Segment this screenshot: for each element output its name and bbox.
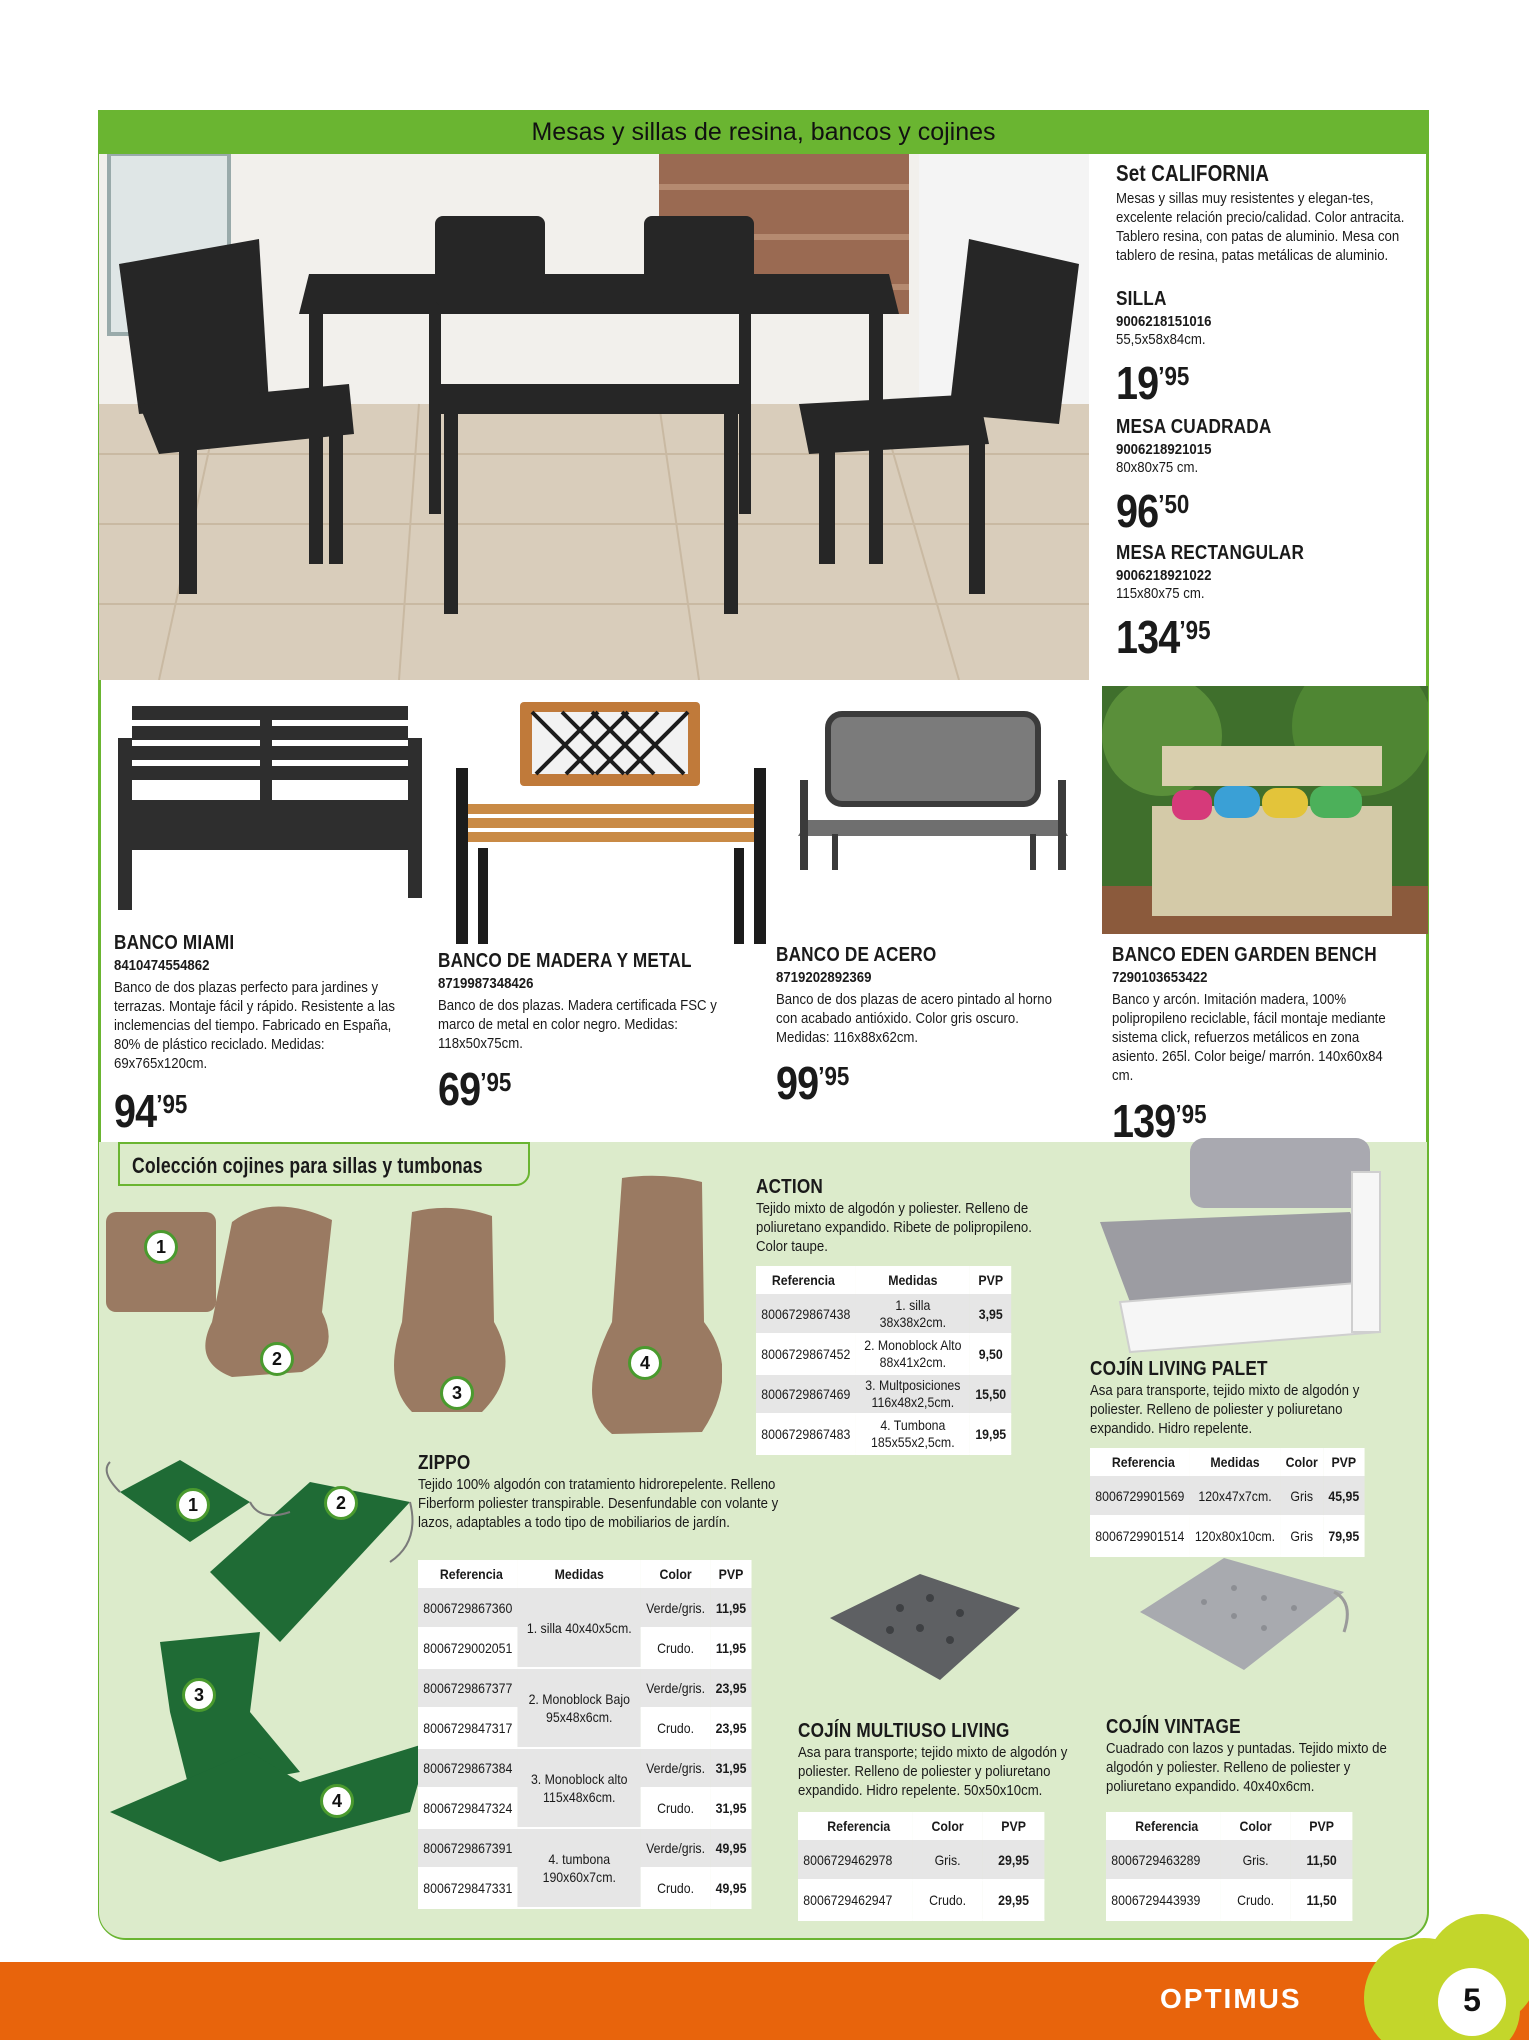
price-integer: 94 (114, 1085, 157, 1137)
col-header-color: Color (641, 1560, 710, 1588)
product-name: COJÍN LIVING PALET (1090, 1358, 1268, 1380)
cell-medidas: 120x47x7cm. (1190, 1476, 1281, 1516)
product-description: Mesas y sillas muy resistentes y elegan-tes, excelente relación precio/calidad. Color antracita. Tablero resina, con patas de aluminio. Mesa con tablero de resina, patas metálicas de aluminio. (1116, 190, 1405, 264)
cell-color: Verde/gris. (641, 1748, 710, 1788)
price (438, 1059, 696, 1115)
cell-ref: 8006729867483 (756, 1414, 856, 1454)
table-row (1090, 1516, 1364, 1556)
badge-4: 4 (628, 1346, 662, 1380)
cushions-section-title: Colección cojines para sillas y tumbonas (132, 1153, 483, 1178)
badge-4: 4 (320, 1784, 354, 1818)
product-mesa-cuadrada (1116, 416, 1416, 537)
multiuso-photo (820, 1568, 1030, 1691)
table-row (1106, 1840, 1352, 1880)
cell-color: Crudo. (1220, 1880, 1290, 1920)
cell-pvp: 11,50 (1291, 1880, 1353, 1920)
product-name: BANCO DE ACERO (776, 944, 937, 966)
cell-pvp: 31,95 (710, 1748, 751, 1788)
price-integer: 139 (1112, 1095, 1176, 1147)
col-header-medidas: Medidas (518, 1560, 641, 1588)
cell-ref: 8006729867384 (418, 1748, 518, 1788)
product-name: MESA CUADRADA (1116, 416, 1272, 438)
product-silla (1116, 288, 1416, 409)
table-row (756, 1414, 1011, 1454)
cell-medidas: 120x80x10cm. (1190, 1516, 1281, 1556)
col-header-pvp: PVP (710, 1560, 751, 1588)
cell-ref: 8006729867360 (418, 1588, 518, 1628)
cell-color: Verde/gris. (641, 1828, 710, 1868)
price (1116, 481, 1374, 537)
cell-pvp: 11,50 (1291, 1840, 1353, 1880)
product-description: Banco de dos plazas. Madera certificada FSC y marco de metal en color negro. Medidas: 118x50x75cm. (438, 997, 717, 1052)
table-row (798, 1880, 1044, 1920)
cell-pvp: 15,50 (970, 1374, 1011, 1414)
col-header-color: Color (912, 1812, 982, 1840)
price-decimals: ’95 (1158, 361, 1190, 391)
col-header-referencia: Referencia (1090, 1448, 1190, 1476)
col-header-referencia: Referencia (798, 1812, 912, 1840)
cell-ref: 8006729443939 (1106, 1880, 1220, 1920)
product-name: Set CALIFORNIA (1116, 160, 1270, 186)
cell-pvp: 9,50 (970, 1334, 1011, 1374)
price-decimals: ’95 (480, 1067, 512, 1097)
table-row (418, 1668, 752, 1708)
price-integer: 19 (1116, 357, 1159, 409)
product-description: Asa para transporte, tejido mixto de algodón y poliester. Relleno de poliester y poliuretano expandido. Hidro repelente. (1090, 1382, 1360, 1437)
cell-pvp: 19,95 (970, 1414, 1011, 1454)
col-header-medidas: Medidas (1190, 1448, 1281, 1476)
product-banco-madera-metal (438, 950, 738, 1115)
product-name: MESA RECTANGULAR (1116, 542, 1305, 564)
price (776, 1053, 1034, 1109)
product-banco-acero (776, 944, 1076, 1109)
cell-pvp: 29,95 (983, 1880, 1045, 1920)
cell-medidas: 4. tumbona 190x60x7cm. (518, 1828, 641, 1908)
living-palet-photo (1090, 1132, 1390, 1361)
section-header (98, 110, 1429, 154)
cell-pvp: 11,95 (710, 1628, 751, 1668)
product-code: 9006218921015 (1116, 441, 1212, 458)
price-integer: 96 (1116, 485, 1159, 537)
cell-pvp: 11,95 (710, 1588, 751, 1628)
cell-color: Gris (1280, 1476, 1323, 1516)
cell-pvp: 31,95 (710, 1788, 751, 1828)
cell-color: Crudo. (912, 1880, 982, 1920)
col-header-color: Color (1280, 1448, 1323, 1476)
table-row (418, 1748, 752, 1788)
cell-medidas: 2. Monoblock Bajo 95x48x6cm. (518, 1668, 641, 1748)
cell-color: Gris. (912, 1840, 982, 1880)
cell-medidas: 3. Monoblock alto 115x48x6cm. (518, 1748, 641, 1828)
cell-color: Verde/gris. (641, 1588, 710, 1628)
cell-medidas: 1. silla 38x38x2cm. (856, 1294, 970, 1334)
col-header-referencia: Referencia (1106, 1812, 1220, 1840)
product-code: 9006218921022 (1116, 567, 1212, 584)
product-code: 7290103653422 (1112, 969, 1208, 986)
table-row (798, 1840, 1044, 1880)
badge-3: 3 (182, 1678, 216, 1712)
cell-ref: 8006729462978 (798, 1840, 912, 1880)
badge-3: 3 (440, 1376, 474, 1410)
cell-color: Gris. (1220, 1840, 1290, 1880)
cell-medidas: 2. Monoblock Alto 88x41x2cm. (856, 1334, 970, 1374)
product-code: 9006218151016 (1116, 313, 1212, 330)
cell-ref: 8006729867377 (418, 1668, 518, 1708)
price-decimals: ’95 (1175, 1099, 1207, 1129)
zippo-info (418, 1452, 798, 1532)
cell-color: Crudo. (641, 1788, 710, 1828)
col-header-medidas: Medidas (856, 1266, 970, 1294)
product-code: 8719987348426 (438, 975, 534, 992)
table-row (756, 1334, 1011, 1374)
cell-ref: 8006729867438 (756, 1294, 856, 1334)
col-header-color: Color (1220, 1812, 1290, 1840)
cell-pvp: 23,95 (710, 1708, 751, 1748)
product-code: 8719202892369 (776, 969, 872, 986)
zippo-table (418, 1560, 797, 1909)
col-header-referencia: Referencia (418, 1560, 518, 1588)
price-integer: 69 (438, 1063, 481, 1115)
cell-ref: 8006729867452 (756, 1334, 856, 1374)
product-size: 80x80x75 cm. (1116, 459, 1199, 476)
california-set-photo (99, 154, 1089, 680)
badge-1: 1 (144, 1230, 178, 1264)
col-header-referencia: Referencia (756, 1266, 856, 1294)
action-info (756, 1176, 1056, 1256)
banco-acero-photo (788, 710, 1078, 875)
product-description: Banco y arcón. Imitación madera, 100% polipropileno reciclable, fácil montaje mediante sistema click, refuerzos metálicos en zona asiento. 265l. Color beige/ marrón. 140x60x84 cm. (1112, 991, 1386, 1084)
product-banco-miami (114, 932, 414, 1137)
badge-2: 2 (324, 1486, 358, 1520)
product-description: Tejido mixto de algodón y poliester. Relleno de poliuretano expandido. Ribete de polipropileno. Color taupe. (756, 1200, 1032, 1255)
product-name: BANCO MIAMI (114, 932, 235, 954)
zippo-cushions-photo (100, 1452, 430, 1877)
product-banco-eden (1112, 944, 1412, 1147)
banco-madera-metal-photo (448, 698, 774, 951)
product-name: COJÍN VINTAGE (1106, 1716, 1241, 1738)
badge-2: 2 (260, 1342, 294, 1376)
table-row (418, 1588, 752, 1628)
cell-medidas: 3. Multposiciones 116x48x2,5cm. (856, 1374, 970, 1414)
cell-ref: 8006729901514 (1090, 1516, 1190, 1556)
cell-ref: 8006729847331 (418, 1868, 518, 1908)
vintage-info (1106, 1716, 1426, 1796)
table-row (1090, 1476, 1364, 1516)
badge-1: 1 (176, 1488, 210, 1522)
action-cushions-photo (102, 1172, 722, 1447)
table-row (418, 1828, 752, 1868)
product-name: BANCO EDEN GARDEN BENCH (1112, 944, 1377, 966)
cell-pvp: 79,95 (1323, 1516, 1364, 1556)
cell-pvp: 49,95 (710, 1868, 751, 1908)
cell-color: Crudo. (641, 1708, 710, 1748)
price-decimals: ’95 (156, 1089, 188, 1119)
living-palet-info (1090, 1358, 1420, 1438)
product-description: Banco de dos plazas de acero pintado al horno con acabado antióxido. Color gris oscuro. Medidas: 116x88x62cm. (776, 991, 1052, 1046)
product-name: ZIPPO (418, 1452, 471, 1474)
table-row (756, 1294, 1011, 1334)
product-mesa-rectangular (1116, 542, 1416, 663)
col-header-pvp: PVP (970, 1266, 1011, 1294)
col-header-pvp: PVP (983, 1812, 1045, 1840)
product-code: 8410474554862 (114, 957, 210, 974)
multiuso-table (798, 1812, 1078, 1921)
cell-color: Verde/gris. (641, 1668, 710, 1708)
banco-miami-photo (112, 700, 428, 915)
table-row (756, 1374, 1011, 1414)
price-integer: 99 (776, 1057, 819, 1109)
cell-medidas: 1. silla 40x40x5cm. (518, 1588, 641, 1668)
product-size: 55,5x58x84cm. (1116, 331, 1206, 348)
col-header-pvp: PVP (1291, 1812, 1353, 1840)
cell-ref: 8006729002051 (418, 1628, 518, 1668)
brand-name: OPTIMUS (1160, 1983, 1302, 2014)
vintage-table (1106, 1812, 1386, 1921)
product-description: Cuadrado con lazos y puntadas. Tejido mixto de algodón y poliester. Relleno de poliester y poliuretano expandido. 40x40x6cm. (1106, 1740, 1387, 1795)
cell-pvp: 23,95 (710, 1668, 751, 1708)
cell-pvp: 3,95 (970, 1294, 1011, 1334)
cell-ref: 8006729901569 (1090, 1476, 1190, 1516)
product-description: Banco de dos plazas perfecto para jardines y terrazas. Montaje fácil y rápido. Resistente a las inclemencias del tiempo. Fabricado en España, 80% de plástico reciclado. Medidas: 69x765x120cm. (114, 979, 396, 1072)
product-description: Asa para transporte; tejido mixto de algodón y poliester. Relleno de poliester y poliuretano expandido. Hidro repelente. 50x50x10cm. (798, 1744, 1068, 1799)
cell-pvp: 49,95 (710, 1828, 751, 1868)
california-info (1116, 160, 1416, 265)
cell-ref: 8006729463289 (1106, 1840, 1220, 1880)
section-title: Mesas y sillas de resina, bancos y cojines (531, 118, 996, 146)
cell-color: Gris (1280, 1516, 1323, 1556)
price-integer: 134 (1116, 611, 1180, 663)
col-header-pvp: PVP (1323, 1448, 1364, 1476)
price-decimals: ’95 (1179, 615, 1211, 645)
cell-ref: 8006729867391 (418, 1828, 518, 1868)
product-size: 115x80x75 cm. (1116, 585, 1205, 602)
cell-ref: 8006729867469 (756, 1374, 856, 1414)
vintage-photo (1134, 1552, 1354, 1687)
product-description: Tejido 100% algodón con tratamiento hidrorepelente. Relleno Fiberform poliester transpirable. Desenfundable con volante y lazos, adaptables a todo tipo de mobiliarios de jardín. (418, 1476, 779, 1531)
living-palet-table (1090, 1448, 1402, 1557)
price (1116, 607, 1374, 663)
cell-pvp: 45,95 (1323, 1476, 1364, 1516)
table-row (1106, 1880, 1352, 1920)
price-decimals: ’50 (1158, 489, 1190, 519)
product-name: BANCO DE MADERA Y METAL (438, 950, 692, 972)
price (114, 1081, 372, 1137)
cell-color: Crudo. (641, 1868, 710, 1908)
product-name: COJÍN MULTIUSO LIVING (798, 1720, 1010, 1742)
product-name: SILLA (1116, 288, 1167, 310)
page-number-bubble (1362, 1910, 1529, 2040)
action-table (756, 1266, 1046, 1455)
cell-medidas: 4. Tumbona 185x55x2,5cm. (856, 1414, 970, 1454)
cell-ref: 8006729847317 (418, 1708, 518, 1748)
banco-eden-photo (1102, 686, 1428, 939)
page-number: 5 (1463, 1982, 1481, 2018)
price (1116, 353, 1374, 409)
product-name: ACTION (756, 1176, 823, 1198)
cell-ref: 8006729462947 (798, 1880, 912, 1920)
cell-pvp: 29,95 (983, 1840, 1045, 1880)
optimus-logo (1160, 1983, 1302, 2015)
price-decimals: ’95 (818, 1061, 850, 1091)
cell-ref: 8006729847324 (418, 1788, 518, 1828)
cell-color: Crudo. (641, 1628, 710, 1668)
multiuso-info (798, 1720, 1098, 1800)
